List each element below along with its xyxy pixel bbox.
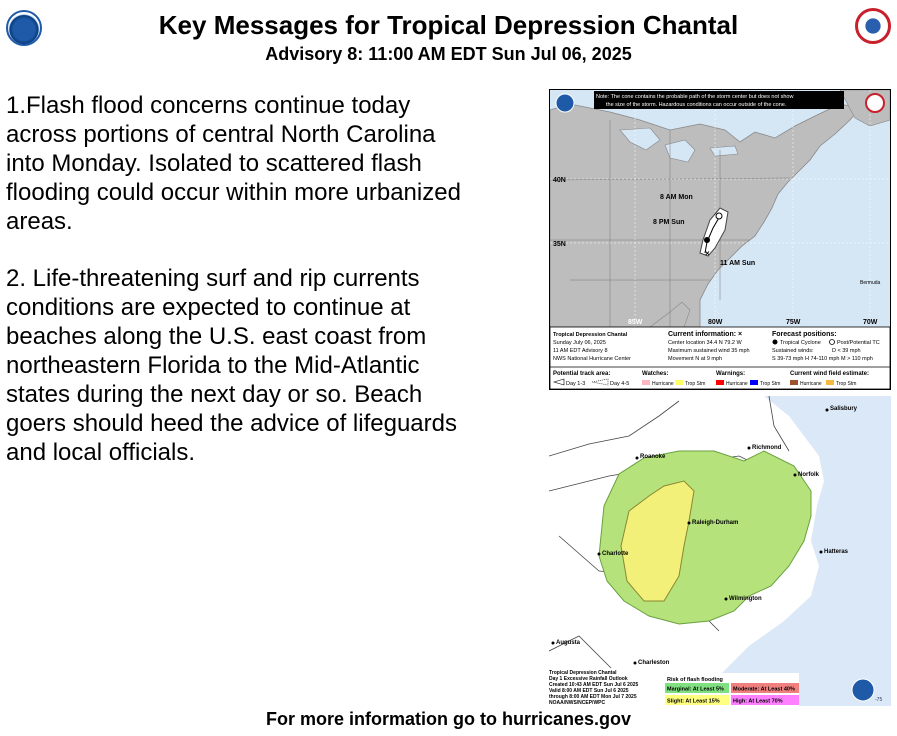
track-area-title: Potential track area: [553, 371, 611, 377]
track-label-8am-mon: 8 AM Mon [660, 194, 693, 201]
rain-info-line: Created 10:43 AM EDT Sun Jul 6 2025 [549, 682, 639, 688]
sustained-winds-label: Sustained winds: [772, 348, 814, 354]
lake-ontario [710, 146, 738, 156]
city-raleigh-durham: Raleigh-Durham [692, 520, 739, 526]
wind-field-hurricane: Hurricane [800, 381, 822, 387]
watch-trop-stm: Trop Stm [685, 381, 706, 387]
day-1-3-label: Day 1-3 [566, 381, 586, 387]
lon-label-85w: 85W [628, 319, 643, 326]
storm-info-line: Tropical Depression Chantal [553, 332, 628, 338]
rainfall-outlook-graphic [549, 396, 891, 706]
nws-small-logo [866, 94, 884, 112]
city-norfolk: Norfolk [798, 472, 819, 478]
watches-title: Watches: [642, 371, 669, 377]
current-info-title: Current information: × [668, 331, 743, 338]
forecast-post: Post/Potential TC [837, 340, 880, 346]
city-salisbury: Salisbury [830, 406, 858, 412]
storm-info-line: NWS National Hurricane Center [553, 356, 631, 362]
city-wilmington: Wilmington [729, 596, 762, 602]
watch-hurricane: Hurricane [652, 381, 674, 387]
wpc-noaa-logo [852, 679, 874, 701]
city-charlotte: Charlotte [602, 551, 629, 557]
key-message-2: 2. Life-threatening surf and rip currents conditions are expected to continue at beaches along the U.S. east coast from northeastern Florida to the Mid-Atlantic states during the next day or so. Beach goers should heed the advice of lifeguards and local officials. [6, 265, 457, 466]
rain-info-line: Day 1 Excessive Rainfall Outlook [549, 676, 628, 682]
sustained-winds-d: D < 39 mph [832, 348, 861, 354]
lon-corner-label: -75 [875, 697, 883, 703]
warnings-title: Warnings: [716, 371, 746, 377]
city-richmond: Richmond [752, 445, 782, 451]
advisory-subtitle: Advisory 8: 11:00 AM EDT Sun Jul 06, 2025 [265, 44, 632, 64]
storm-info-line: 11 AM EDT Advisory 8 [553, 348, 608, 354]
storm-info-line: Sunday July 06, 2025 [553, 340, 606, 346]
warning-trop-stm: Trop Stm [760, 381, 781, 387]
risk-legend-title: Risk of flash flooding [667, 677, 723, 683]
current-info-line: Maximum sustained wind 35 mph [668, 348, 750, 354]
rain-info-line: through 8:00 AM EDT Mon Jul 7 2025 [549, 694, 637, 700]
lon-label-80w: 80W [708, 319, 723, 326]
note-text-2: the size of the storm. Hazardous conditions can occur outside of the cone. [606, 102, 787, 108]
rain-info-line: NOAA/NWS/NCEP/WPC [549, 700, 606, 706]
cone-map-svg [550, 90, 890, 389]
forecast-tc: Tropical Cyclone [780, 340, 821, 346]
current-position-marker: × [705, 249, 710, 258]
bermuda-label: Bermuda [860, 280, 881, 286]
day-4-5-label: Day 4-5 [610, 381, 630, 387]
legend-label-high: High: At Least 70% [733, 698, 783, 705]
lon-label-70w: 70W [863, 319, 878, 326]
footer-link-text: For more information go to hurricanes.gov [265, 709, 632, 729]
forecast-title: Forecast positions: [772, 331, 837, 338]
legend-label-marginal: Marginal: At Least 5% [667, 686, 724, 693]
rainfall-map-svg [549, 396, 891, 706]
warning-hurricane: Hurricane [726, 381, 748, 387]
lat-label-35n: 35N [553, 241, 566, 248]
current-info-line: Center location 34.4 N 79.2 W [668, 340, 742, 346]
rain-info-line: Tropical Depression Chantal [549, 670, 617, 676]
city-augusta: Augusta [556, 640, 580, 646]
legend-label-moderate: Moderate: At Least 40% [733, 686, 795, 693]
current-info-line: Movement N at 9 mph [668, 356, 723, 362]
wind-field-title: Current wind field estimate: [790, 371, 870, 377]
note-text-1: Note: The cone contains the probable path of the storm center but does not show [596, 94, 794, 100]
lon-label-75w: 75W [786, 319, 801, 326]
wind-field-trop-stm: Trop Stm [836, 381, 857, 387]
page-title: Key Messages for Tropical Depression Chantal [158, 10, 739, 40]
key-message-1: 1.Flash flood concerns continue today across portions of central North Carolina into Monday. Isolated to scattered flash flooding could occur within more urbanized areas. [6, 92, 461, 235]
lat-label-40n: 40N [553, 177, 566, 184]
city-hatteras: Hatteras [824, 549, 849, 555]
legend-label-slight: Slight: At Least 15% [667, 698, 720, 705]
track-label-8pm-sun: 8 PM Sun [653, 219, 685, 226]
noaa-small-logo [556, 94, 574, 112]
city-charleston: Charleston [638, 660, 670, 666]
forecast-point-8pm [704, 237, 710, 243]
cone-graphic [549, 89, 891, 390]
forecast-point-8am [716, 213, 722, 219]
rain-info-line: Valid 8:00 AM EDT Sun Jul 6 2025 [549, 688, 629, 694]
sustained-winds-shm: S 39-73 mph H 74-110 mph M > 110 mph [772, 356, 873, 362]
track-label-11am-sun: 11 AM Sun [720, 260, 756, 267]
city-roanoke: Roanoke [640, 454, 666, 460]
